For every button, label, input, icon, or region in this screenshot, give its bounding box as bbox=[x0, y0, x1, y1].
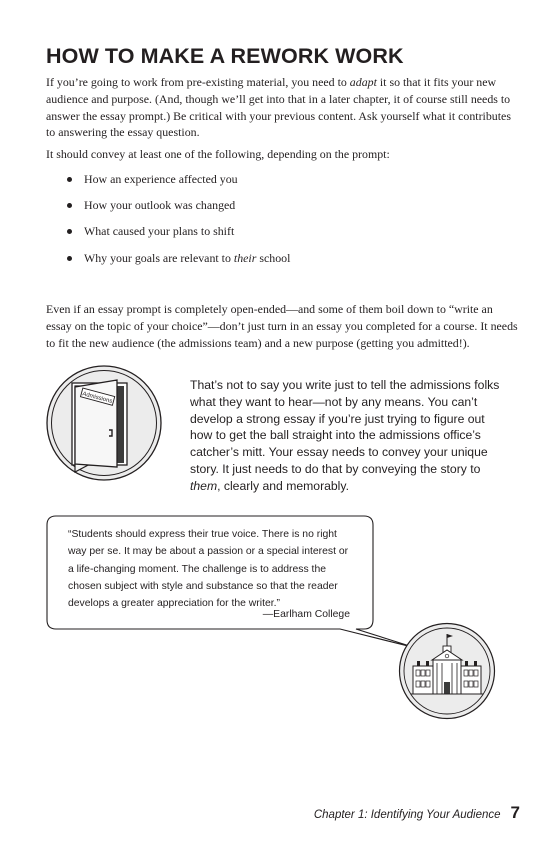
door-icon bbox=[45, 364, 163, 482]
quote-attribution: —Earlham College bbox=[262, 609, 350, 620]
list-item bbox=[46, 250, 290, 267]
callout-text-part1: That’s not to say you write just to tell the admissions folks what they want to hear—not by any means. You can’t develop a strong essay if you’re just trying to figure out how to get the ball straight into the admissions office’s catcher’s mitt. Your essay needs to convey your unique story. It just needs to do that by conveying the story to bbox=[190, 378, 500, 476]
chapter-title: Chapter 1: Identifying Your Audience bbox=[313, 809, 501, 821]
list-item-text-before: Why your goals are relevant to bbox=[84, 250, 234, 265]
bullet-dot bbox=[67, 177, 72, 182]
bullet-list bbox=[46, 171, 290, 276]
list-item bbox=[46, 171, 290, 188]
callout-text bbox=[190, 377, 502, 495]
list-item bbox=[46, 197, 290, 214]
list-item bbox=[46, 223, 290, 240]
intro-paragraph bbox=[46, 74, 518, 141]
college-building-icon bbox=[398, 622, 496, 720]
intro-text-part2: it so that it fits your new audience and purpose. (And, though we’ll get into that in a later chapter, it of course still needs to answer the essay prompt.) Be critical with your previous content. Ask yourself what it contributes to answering the essay question. bbox=[46, 75, 511, 140]
door-sign-text: Admissions bbox=[81, 391, 113, 405]
list-item-text: What caused your plans to shift bbox=[84, 224, 235, 239]
intro-emphasis: adapt bbox=[349, 75, 377, 89]
list-item-text: How your outlook was changed bbox=[84, 198, 236, 213]
callout-emphasis: them bbox=[190, 478, 218, 493]
open-ended-paragraph: Even if an essay prompt is completely open-ended—and some of them boil down to “write an essay on the topic of your choice”—don’t just turn in an essay you completed for a course. It needs to fit the new audience (the admissions team) and a new purpose (getting you admitted!). bbox=[46, 302, 518, 350]
list-item-text-after: school bbox=[256, 250, 291, 265]
convey-intro: It should convey at least one of the following, depending on the prompt: bbox=[46, 147, 390, 161]
bullet-dot bbox=[67, 229, 72, 234]
page-title: HOW TO MAKE A REWORK WORK bbox=[46, 44, 404, 68]
list-item-emphasis: their bbox=[233, 250, 257, 265]
page-footer bbox=[314, 803, 520, 823]
bullet-dot bbox=[67, 256, 72, 261]
quote-text: “Students should express their true voice. There is no right way per se. It may be about a passion or a special interest or a life-changing moment. The challenge is to address the chosen subject with style and substance so that the reader develops a greater appreciation for the writer.” bbox=[68, 529, 349, 610]
page-number: 7 bbox=[510, 803, 520, 822]
list-item-text: How an experience affected you bbox=[84, 172, 238, 186]
intro-text-part1: If you’re going to work from pre-existing material, you need to bbox=[46, 75, 350, 89]
callout-text-part2: , clearly and memorably. bbox=[217, 478, 349, 493]
bullet-dot bbox=[67, 203, 72, 208]
